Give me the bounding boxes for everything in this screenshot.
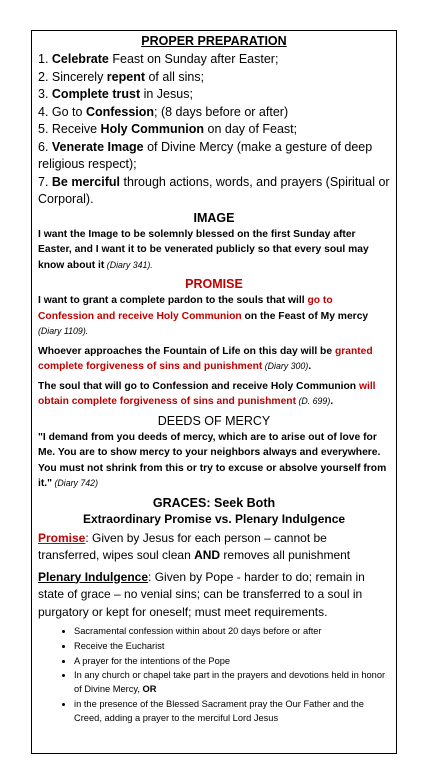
prayer-card	[31, 30, 397, 754]
diary-reference: (D. 699)	[296, 396, 331, 406]
plenary-text: : Given by Pope - harder to do; remain in state of grace – no venial sins; can be transferred to a soul in purgatory or kept for oneself; must meet requirements.	[38, 569, 365, 619]
step-text: Feast on Sunday after Easter;	[108, 52, 279, 66]
list-item	[74, 669, 390, 697]
step-number: 7.	[38, 174, 52, 189]
graces-subheading: Extraordinary Promise vs. Plenary Indulgence	[82, 511, 346, 526]
list-item: • Sacramental confession within about 20 days before or after	[74, 625, 390, 639]
quote-text: Whoever approaches the Fountain of Life on this day will be	[38, 345, 335, 357]
diary-reference: (Diary 1109).	[38, 326, 89, 336]
quote-text: The soul that will go to Confession and receive Holy Communion	[38, 380, 359, 392]
requirements-list	[38, 625, 390, 726]
image-heading: IMAGE	[193, 210, 235, 225]
promise-quote-1	[38, 293, 390, 340]
step-3	[38, 86, 390, 104]
quote-highlight: will obtain complete forgiveness of sins and punishment	[38, 380, 376, 407]
step-7	[38, 174, 390, 209]
diary-reference: (Diary 742)	[52, 478, 98, 488]
step-text: on day of Feast;	[204, 122, 298, 136]
step-5	[38, 121, 390, 139]
list-item: • in the presence of the Blessed Sacrament pray the Our Father and the Creed, adding a prayer to the merciful Lord Jesus	[74, 698, 390, 726]
requirement-text: In any church or chapel take part in the prayers and devotions held in honor of Divine Mercy,	[74, 670, 386, 695]
promise-label: Promise	[38, 530, 86, 545]
step-keyword: Venerate Image	[51, 139, 144, 154]
step-number: 4.	[38, 104, 52, 119]
step-1	[38, 51, 390, 69]
step-number: 5.	[38, 122, 52, 136]
deeds-text: "I demand from you deeds of mercy, which are to arise out of love for Me. You are to show mercy to your neighbors always and everywhere. You must not shrink from this or try to excuse or absolve yourself from it."	[38, 431, 387, 489]
quote-text: on the Feast of My mercy	[241, 310, 369, 322]
step-text: in Jesus;	[140, 87, 193, 101]
step-number: 3.	[38, 87, 52, 101]
step-number: 2.	[38, 69, 52, 84]
step-text: of all sins;	[145, 69, 205, 84]
quote-text: I want to grant a complete pardon to the souls that will	[38, 295, 308, 306]
quote-end: .	[308, 361, 312, 372]
step-keyword: Complete trust	[51, 87, 141, 101]
or-label: OR	[142, 684, 157, 695]
diary-reference: (Diary 341).	[104, 259, 153, 270]
step-text: through actions, words, and prayers (Spiritual or Corporal).	[38, 174, 390, 206]
quote-end: .	[330, 396, 334, 407]
step-prefix: Sincerely	[51, 69, 107, 84]
step-prefix: Receive	[51, 122, 101, 136]
step-number: 1.	[38, 52, 52, 66]
step-6	[38, 139, 390, 174]
step-keyword: Confession	[85, 104, 155, 119]
step-keyword: Holy Communion	[100, 122, 205, 136]
promise-text: : Given by Jesus for each person – cannot be transferred, wipes soul clean	[38, 530, 327, 562]
and-label: AND	[194, 548, 221, 562]
graces-heading: GRACES: Seek Both	[152, 495, 276, 510]
steps-list	[38, 51, 390, 209]
promise-quote-2	[38, 344, 390, 375]
plenary-label: Plenary Indulgence	[38, 569, 149, 584]
list-item: • A prayer for the intentions of the Pope	[74, 655, 390, 669]
quote-highlight: go to Confession and receive Holy Communion	[38, 295, 333, 322]
promise-definition	[38, 530, 390, 565]
step-keyword: Celebrate	[51, 52, 109, 66]
step-keyword: repent	[106, 69, 145, 84]
image-quote	[38, 227, 390, 274]
diary-reference: (Diary 300)	[262, 361, 309, 371]
promise-heading: PROMISE	[185, 277, 243, 291]
step-text: ; (8 days before or after)	[154, 104, 289, 119]
quote-highlight: granted complete forgiveness of sins and punishment	[38, 345, 373, 372]
step-text: of Divine Mercy (make a gesture of deep religious respect);	[38, 139, 373, 171]
step-2	[38, 69, 390, 87]
step-4	[38, 104, 390, 122]
plenary-definition	[38, 569, 390, 622]
page-title: PROPER PREPARATION	[141, 34, 287, 48]
image-text: I want the Image to be solemnly blessed on the first Sunday after Easter, and I want it to be venerated publicly so that every soul may know about it	[38, 228, 369, 271]
deeds-quote	[38, 430, 390, 492]
list-item: • Receive the Eucharist	[74, 640, 390, 654]
step-prefix: Go to	[51, 104, 86, 119]
promise-text-end: removes all punishment	[220, 548, 351, 562]
step-keyword: Be merciful	[51, 174, 120, 189]
step-number: 6.	[38, 139, 52, 154]
deeds-heading: DEEDS OF MERCY	[157, 413, 271, 428]
promise-quote-3	[38, 379, 390, 410]
